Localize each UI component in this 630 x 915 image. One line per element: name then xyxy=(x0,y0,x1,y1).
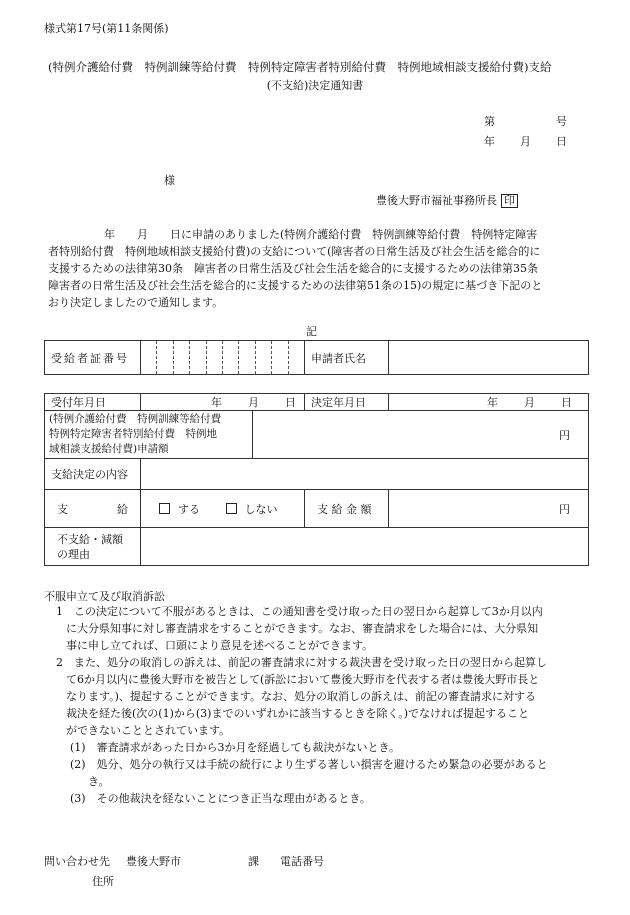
note-line: き。 xyxy=(88,775,110,788)
addressee-sama: 様 xyxy=(164,174,175,187)
note-line: 裁決を経た後(次の(1)から(3)までのいずれかに該当するときを除く。)でなければ提起すること xyxy=(66,707,530,720)
contact-ka: 課 xyxy=(248,855,259,868)
received-date-label: 受付年月日 xyxy=(45,394,141,411)
issuer xyxy=(376,192,518,208)
doc-date-day: 日 xyxy=(556,135,567,148)
note-line: 事に申し立てれば、口頭により意見を述べることができます。 xyxy=(66,639,374,652)
note-line: て6か月以内に豊後大野市を被告として(訴訟において豊後大野市を代表する者は豊後大野市長と xyxy=(66,673,540,686)
recipient-table xyxy=(44,340,589,375)
ki-heading: 記 xyxy=(306,325,317,338)
recipient-cert-label: 受給者証番号 xyxy=(45,341,141,375)
decision-date-value: 年 月 日 xyxy=(389,394,589,411)
note-line: ができないこととされています。 xyxy=(66,724,231,737)
reason-label: 不支給・減額 の理由 xyxy=(45,528,141,566)
applicant-name-value xyxy=(389,341,589,375)
body-line: 障害者の日常生活及び社会生活を総合的に支援するための法律第51条の15)の規定に基づき下記のと xyxy=(48,279,543,292)
content-label: 支給決定の内容 xyxy=(45,459,141,490)
body-line: 者特別給付費 特例地域相談支援給付費)の支給について(障害者の日常生活及び社会生活を総合的に xyxy=(48,245,541,258)
body-line: 支援するための法律第30条 障害者の日常生活及び社会生活を総合的に支援するための法律第35条 xyxy=(48,262,538,275)
note-line: 1 この決定について不服があるときは、この通知書を受け取った日の翌日から起算して3か月以内 xyxy=(56,605,543,618)
notes-heading: 不服申立て及び取消訴訟 xyxy=(44,590,165,603)
checkbox-icon xyxy=(159,503,170,514)
note-line: に大分県知事に対し審査請求をすることができます。なお、審査請求をした場合には、大分県知 xyxy=(66,622,539,635)
body-line: おり決定しましたので通知します。 xyxy=(48,296,224,309)
received-date-value: 年 月 日 xyxy=(141,394,305,411)
note-line: 2 また、処分の取消しの訴えは、前記の審査請求に対する裁決書を受け取った日の翌日から起算し xyxy=(56,656,547,669)
option-yes[interactable]: する xyxy=(147,503,200,516)
doc-date-year: 年 xyxy=(484,135,495,148)
contact-phone-label: 電話番号 xyxy=(280,855,324,868)
document-title: (特例介護給付費 特例訓練等給付費 特例特定障害者特別給付費 特例地域相談支援給付費)支給 xyxy=(48,60,552,74)
decision-table xyxy=(44,393,589,566)
note-line: (3) その他裁決を経ないことにつき正当な理由があるとき。 xyxy=(70,792,371,805)
payment-label: 支 給 xyxy=(45,490,141,528)
checkbox-icon xyxy=(226,503,237,514)
doc-date-month: 月 xyxy=(520,135,531,148)
reason-value xyxy=(141,528,589,566)
body-line: 年 月 日に申請のありました(特例介護給付費 特例訓練等給付費 特例特定障害 xyxy=(104,228,538,241)
note-line: なります。)、提起することができます。なお、処分の取消しの訴えは、前記の審査請求に対する xyxy=(66,690,537,703)
amount-value: 円 xyxy=(253,411,589,459)
amount-label: (特例介護給付費 特例訓練等給付費 特例特定障害者特別給付費 特例地 域相談支援給付費)申請額 xyxy=(45,411,253,459)
seal-mark: 印 xyxy=(501,194,518,208)
applicant-name-label: 申請者氏名 xyxy=(305,341,389,375)
payment-options xyxy=(141,490,305,528)
contact-city: 豊後大野市 xyxy=(126,855,181,868)
note-line: (1) 審査請求があった日から3か月を経過しても裁決がないとき。 xyxy=(70,741,401,754)
payment-amount-value: 円 xyxy=(389,490,589,528)
form-number: 様式第17号(第11条関係) xyxy=(44,22,169,35)
issuer-name: 豊後大野市福祉事務所長 xyxy=(376,194,497,207)
payment-amount-label: 支 給 金 額 xyxy=(305,490,389,528)
option-no[interactable]: しない xyxy=(204,503,278,516)
body-text xyxy=(48,226,588,311)
notes-body xyxy=(48,603,593,807)
contact-address-label: 住所 xyxy=(92,875,114,888)
doc-number-dai: 第 xyxy=(484,115,495,128)
document-title-line2: (不支給)決定通知書 xyxy=(266,79,364,92)
recipient-cert-number-boxes xyxy=(141,341,305,375)
doc-number-go: 号 xyxy=(556,115,567,128)
content-value xyxy=(141,459,589,490)
contact-label: 問い合わせ先 xyxy=(44,855,110,868)
note-line: (2) 処分、処分の執行又は手続の続行により生ずる著しい損害を避けるため緊急の必要があると xyxy=(70,758,548,771)
decision-date-label: 決定年月日 xyxy=(305,394,389,411)
